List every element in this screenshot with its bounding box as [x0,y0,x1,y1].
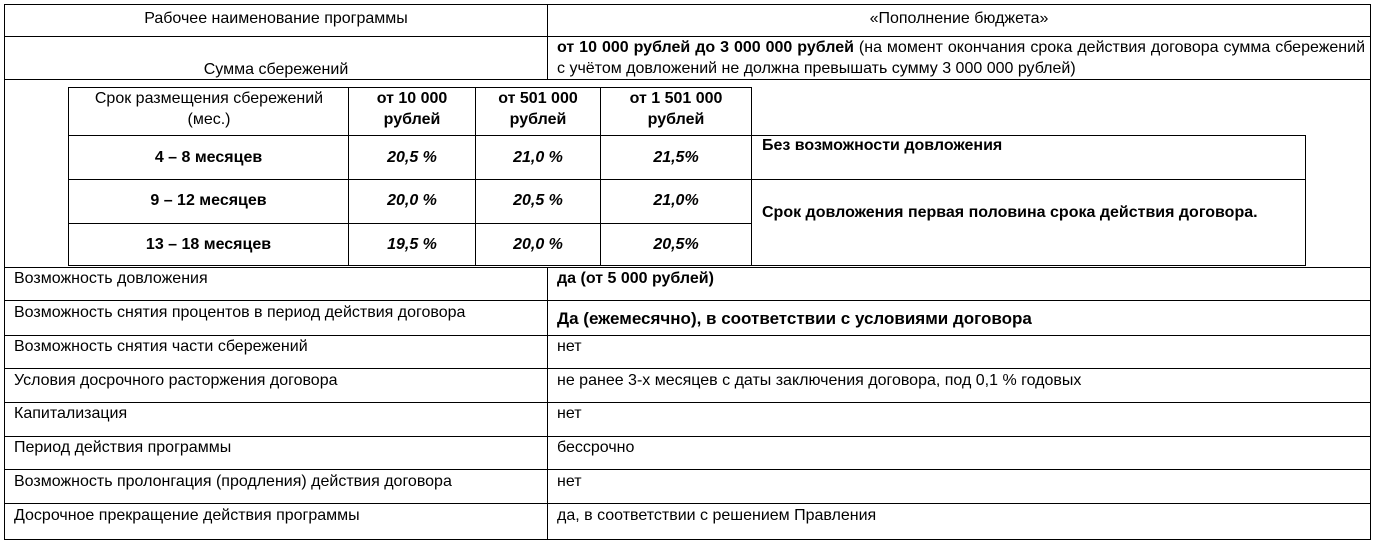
rate-term: 13 – 18 месяцев [145,236,272,253]
rates-note-no-topup: Без возможности довложения [762,137,1003,154]
rule [4,267,1371,268]
rule [4,368,1371,369]
rule [4,503,1371,504]
rule [4,402,1371,403]
condition-value: да (от 5 000 рублей) [557,270,714,287]
condition-value: нет [557,405,582,422]
rate-term: 9 – 12 месяцев [150,192,267,209]
rule [1305,135,1306,266]
rule [68,135,1306,136]
rate-value: 20,0 % [513,236,563,253]
condition-label: Возможность пролонгация (продления) действия договора [14,473,452,490]
condition-value: нет [557,338,582,355]
rule [751,87,752,266]
rate-value: 20,5% [653,236,699,253]
rate-value: 20,0 % [387,192,437,209]
savings-value [557,37,1365,79]
rates-col-3: от 1 501 000 рублей [629,90,723,128]
rule [4,4,5,540]
savings-label: Сумма сбережений [203,61,349,78]
condition-label: Период действия программы [14,439,232,456]
rule [4,335,1371,336]
rate-value: 20,5 % [387,149,437,166]
rule [4,4,1371,5]
savings-note: (на момент окончания срока действия договора сумма сбережений с учётом довложений не должна превышать сумму 3 000 000 рублей) [557,39,1365,77]
rates-col-2: от 501 000 рублей [498,90,578,128]
condition-value: нет [557,473,582,490]
rule [68,223,752,224]
rule [4,300,1371,301]
condition-label: Возможность довложения [14,270,208,287]
rate-value: 21,0 % [513,149,563,166]
condition-value: бессрочно [557,439,635,456]
rate-term: 4 – 8 месяцев [154,149,263,166]
condition-label: Возможность снятия процентов в период действия договора [14,304,466,321]
rate-value: 19,5 % [387,236,437,253]
savings-range: от 10 000 рублей до 3 000 000 рублей [557,39,854,56]
rates-col-1: от 10 000 рублей [376,90,448,128]
condition-label: Капитализация [14,405,128,422]
condition-label: Возможность снятия части сбережений [14,338,308,355]
rule [68,265,1306,266]
rate-value: 20,5 % [513,192,563,209]
rule [4,539,1371,540]
rule [4,469,1371,470]
condition-label: Условия досрочного расторжения договора [14,372,338,389]
rate-value: 21,5% [653,149,699,166]
header-left: Рабочее наименование программы [144,10,408,27]
rates-col-term: Срок размещения сбережений (мес.) [94,90,324,128]
condition-value: да, в соответствии с решением Правления [557,507,877,524]
rule [547,267,548,540]
rate-value: 21,0% [653,192,699,209]
rule [1370,4,1371,540]
condition-value: Да (ежемесячно), в соответствии с условиями договора [557,309,1032,328]
condition-label: Досрочное прекращение действия программы [14,507,360,524]
rule [68,179,1306,180]
rule [4,436,1371,437]
condition-value: не ранее 3-х месяцев с даты заключения договора, под 0,1 % годовых [557,372,1082,389]
rates-note-topup-term: Срок довложения первая половина срока действия договора. [762,204,1258,221]
header-right: «Пополнение бюджета» [869,10,1049,27]
